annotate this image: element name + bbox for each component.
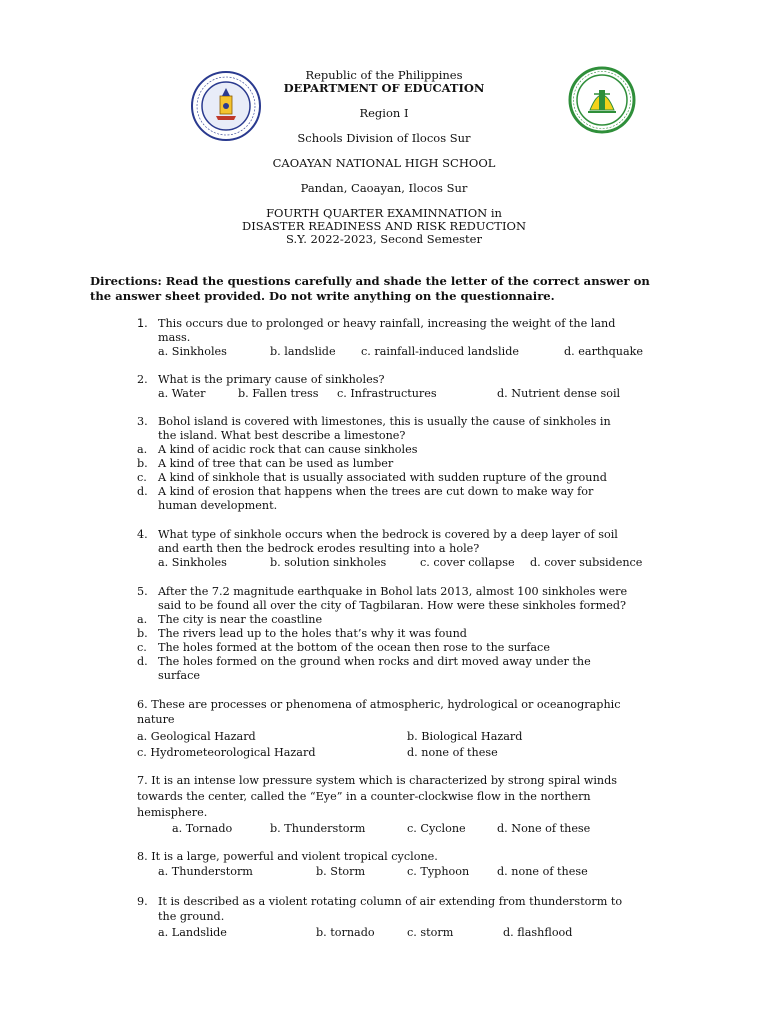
header-division: Schools Division of Ilocos Sur: [297, 131, 471, 145]
exam-title-line1: FOURTH QUARTER EXAMINNATION in: [266, 206, 502, 220]
question-3: 3. Bohol island is covered with limestones, this is usually the cause of sinkholes in the island. What best describe a limestone? a. A kind of acidic rock that can cause sinkholes b. A kind of tree that can be used as lumber c. A kind of sinkhole that is usually associated with sudden rupture of the ground d. A kind of erosion that happens when the trees are cut down to make way for human development.: [137, 415, 611, 512]
question-6: 6. These are processes or phenomena of atmospheric, hydrological or oceanographic nature a. Geological Hazard b. Biological Hazard c. Hydrometeorological Hazard d. none of these: [137, 698, 621, 759]
header-address: Pandan, Caoayan, Ilocos Sur: [300, 181, 468, 195]
exam-title-line2: DISASTER READINESS AND RISK REDUCTION: [241, 219, 527, 233]
question-5: 5. After the 7.2 magnitude earthquake in Bohol lats 2013, almost 100 sinkholes were said to be found all over the city of Tagbilaran. How were these sinkholes formed? a. The city is near the coastline b. The rivers lead up to the holes that’s why it was found c. The holes formed at the bottom of the ocean then rose to the surface d. The holes formed on the ground when rocks and dirt moved away under the surface: [137, 585, 628, 682]
header-country: Republic of the Philippines: [305, 68, 463, 82]
header-school: CAOAYAN NATIONAL HIGH SCHOOL: [272, 156, 496, 170]
question-8: 8. It is a large, powerful and violent tropical cyclone. a. Thunderstorm b. Storm c. Typhoon d. none of these: [137, 850, 588, 878]
question-4: 4. What type of sinkhole occurs when the bedrock is covered by a deep layer of soil and earth then the bedrock erodes resulting into a hole? a. Sinkholes b. solution sinkholes c. cover collapse d. cover subsidence: [137, 528, 643, 569]
directions-line1: Directions: Read the questions carefully and shade the letter of the correct answer on: [90, 274, 650, 288]
exam-title-line3: S.Y. 2022-2023, Second Semester: [286, 232, 482, 246]
directions-line2: the answer sheet provided. Do not write anything on the questionnaire.: [90, 289, 555, 303]
question-2: 2. What is the primary cause of sinkholes? a. Water b. Fallen tress c. Infrastructures d. Nutrient dense soil: [137, 373, 621, 400]
header-region: Region I: [359, 106, 409, 120]
question-7: 7. It is an intense low pressure system which is characterized by strong spiral winds towards the center, called the “Eye” in a counter-clockwise flow in the northern hemisphere. a. Tornado b. Thunderstorm c. Cyclone d. None of these: [137, 774, 618, 835]
header-department: DEPARTMENT OF EDUCATION: [283, 81, 485, 95]
question-1: 1. This occurs due to prolonged or heavy rainfall, increasing the weight of the land mass. a. Sinkholes b. landslide c. rainfall-induced landslide d. earthquake: [137, 317, 644, 358]
question-9: 9. It is described as a violent rotating column of air extending from thunderstorm to the ground. a. Landslide b. tornado c. storm d. flashflood: [137, 895, 623, 939]
